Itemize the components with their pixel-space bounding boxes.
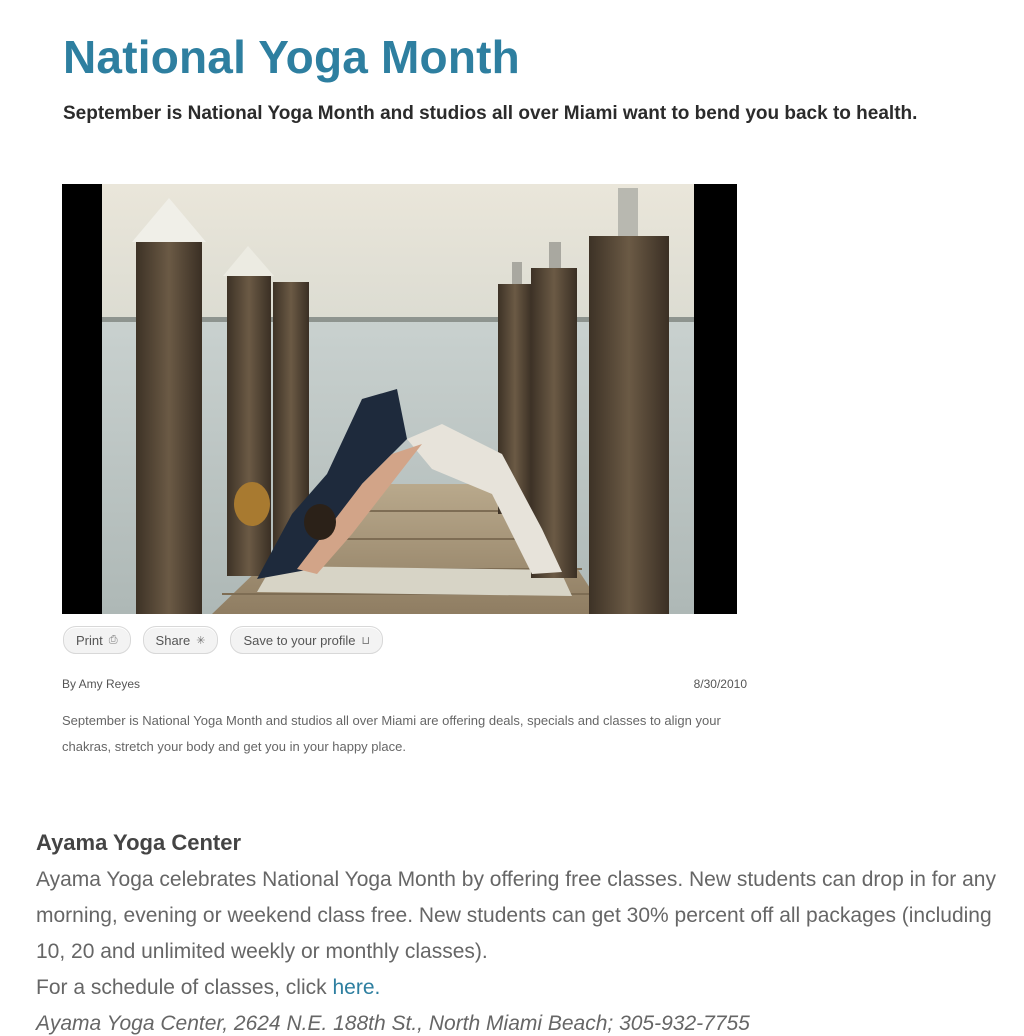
article-summary: September is National Yoga Month and studios all over Miami are offering deals, specials and classes to align your chakras, stretch your body and get you in your happy place.	[62, 713, 721, 754]
studio-address: Ayama Yoga Center, 2624 N.E. 188th St., North Miami Beach; 305-932-7755	[36, 1012, 750, 1035]
article-photo	[62, 184, 737, 614]
article-actions	[63, 626, 383, 654]
article-meta	[62, 677, 747, 691]
printer-icon: ⎙	[108, 633, 118, 646]
byline: By Amy Reyes	[62, 677, 141, 691]
share-icon: ✳	[196, 634, 206, 647]
schedule-prefix: For a schedule of classes, click	[36, 976, 327, 999]
article-subtitle: September is National Yoga Month and studios all over Miami want to bend you back to health.	[63, 103, 918, 124]
print-button[interactable]	[63, 626, 131, 654]
save-to-profile-button[interactable]	[230, 626, 383, 654]
page-title: National Yoga Month	[63, 31, 520, 83]
print-label: Print	[76, 632, 103, 648]
studio-heading: Ayama Yoga Center	[36, 830, 242, 855]
share-label: Share	[155, 632, 191, 648]
schedule-link[interactable]: here.	[332, 976, 381, 999]
studio-section	[36, 828, 1016, 1006]
studio-description: Ayama Yoga celebrates National Yoga Month by offering free classes. New students can drop in for any morning, evening or weekend class free. New students can get 30% percent off all packages (including 10, 20 and unlimited weekly or monthly classes).	[36, 868, 996, 963]
save-label: Save to your profile	[243, 632, 356, 648]
publish-date: 8/30/2010	[693, 677, 747, 691]
share-button[interactable]	[143, 626, 219, 654]
save-icon: ⊔	[361, 634, 371, 647]
studio-body	[36, 862, 1016, 1006]
